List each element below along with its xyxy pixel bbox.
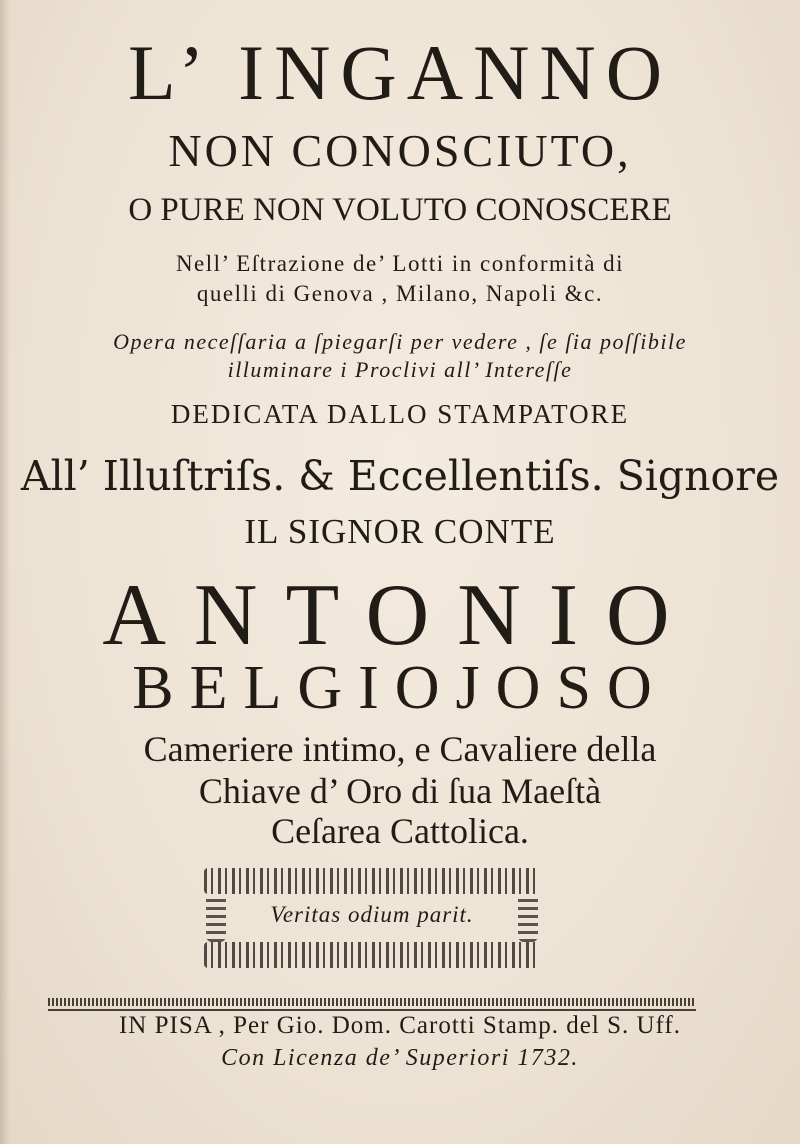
- ornament-band-top: [204, 868, 540, 894]
- dedicatee-surname: BELGIOJOSO: [132, 654, 668, 722]
- dedicatee-role-line-1: Cameriere intimo, e Cavaliere della: [143, 729, 657, 769]
- subtitle-line-1: Nell’ Eſtrazione de’ Lotti in conformità di: [175, 251, 625, 276]
- motto: Veritas odium parit.: [270, 902, 474, 927]
- dedicatee-first-name: ANTONIO: [102, 567, 698, 664]
- dedication-honorific: All’ Illuſtriſs. & Eccellentiſs. Signore: [20, 452, 780, 500]
- dedication-heading: DEDICATA DALLO STAMPATORE: [170, 399, 630, 429]
- subtitle-line-2: quelli di Genova , Milano, Napoli &c.: [196, 281, 604, 306]
- title-line-2: NON CONOSCIUTO,: [168, 125, 632, 176]
- ornament-band-bottom: [204, 942, 540, 968]
- dedicatee-title: IL SIGNOR CONTE: [244, 512, 556, 551]
- printer-rule: [48, 998, 696, 1012]
- dedicatee-role-line-3: Ceſarea Cattolica.: [271, 811, 529, 851]
- title-line-3: O PURE NON VOLUTO CONOSCERE: [128, 192, 672, 228]
- title-line-1: L’ INGANNO: [127, 29, 673, 116]
- license-and-date: Con Licenza de’ Superiori 1732.: [221, 1045, 579, 1071]
- description-line-2: illuminare i Proclivi all’ Intereſſe: [227, 357, 573, 382]
- imprint: IN PISA , Per Gio. Dom. Carotti Stamp. del S. Uff.: [118, 1012, 682, 1039]
- dedicatee-role-line-2: Chiave d’ Oro di ſua Maeſtà: [198, 771, 602, 811]
- ornamental-frame: [204, 864, 540, 972]
- description-line-1: Opera neceſſaria a ſpiegarſi per vedere , ſe ſia poſſibile: [113, 329, 687, 354]
